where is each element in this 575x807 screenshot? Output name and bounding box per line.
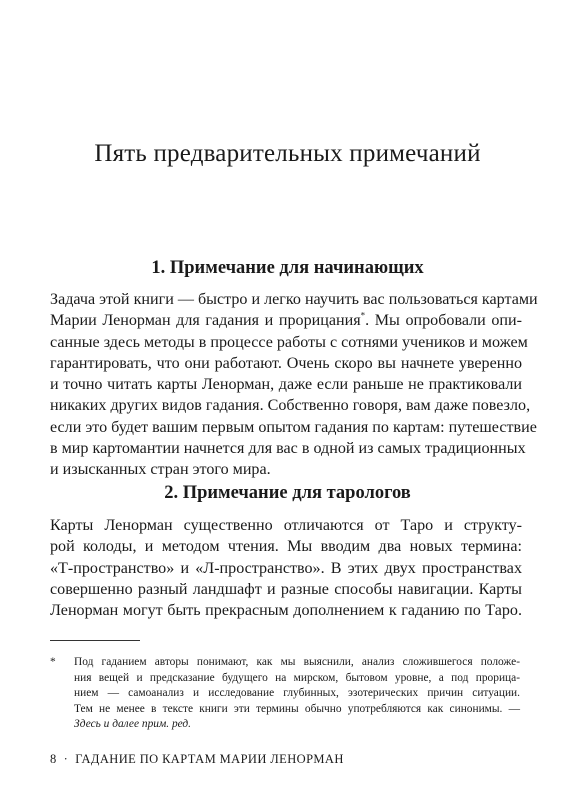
footnote: [50, 655, 520, 733]
footnote-divider: [50, 640, 140, 641]
footnote-line: ния вещей и предсказание будущего на мирском, бытовом уровне, а под прорица-: [74, 671, 520, 684]
text-line: Ленорман могут быть прекрасным дополнением к гаданию по Таро.: [50, 602, 522, 620]
text-line: Задача этой книги — быстро и легко научить вас пользоваться картами: [50, 291, 538, 308]
text-line: [50, 310, 522, 331]
footnote-line: нием — самоанализ и исследование глубинных, эзотерических причин ситуации.: [74, 687, 520, 699]
text-line: совершенно разный ландшафт и разные способы навигации. Карты: [50, 580, 522, 598]
section-heading-tarot: 2. Примечание для тарологов: [164, 483, 411, 503]
footnote-marker: *: [50, 656, 56, 668]
paragraph-beginners: [50, 289, 538, 481]
footnote-line: Под гаданием авторы понимают, как мы выяснили, анализ сложившегося положе-: [74, 656, 520, 668]
footnote-line: Тем не менее в тексте книги эти термины обычно употребляются как синонимы. —: [74, 702, 520, 715]
footer-separator: ·: [63, 752, 69, 766]
running-footer: [50, 752, 344, 767]
text-line: санные здесь методы в процессе работы с сотнями учеников и можем: [50, 333, 528, 351]
text-line: никаких других видов гадания. Собственно говоря, вам даже повезло,: [50, 397, 531, 415]
editor-note: Здесь и далее прим. ред.: [74, 718, 192, 730]
text-fragment: . Мы опробовали опи-: [365, 312, 522, 330]
text-line: в мир картомантии начнется для вас в одной из самых традиционных: [50, 440, 526, 458]
text-line: и изысканных стран этого мира.: [50, 461, 271, 479]
text-line: если это будет вашим первым опытом гадания по картам: путешествие: [50, 418, 537, 436]
paragraph-tarot: [50, 515, 522, 621]
running-title: ГАДАНИЕ ПО КАРТАМ МАРИИ ЛЕНОРМАН: [75, 752, 344, 766]
text-line: и точно читать карты Ленорман, даже если раньше не практиковали: [50, 376, 522, 394]
section-heading-beginners: 1. Примечание для начинающих: [151, 258, 424, 278]
text-fragment: Марии Ленорман для гадания и прорицания: [50, 312, 361, 330]
footnote-reference[interactable]: *: [360, 310, 366, 321]
text-line: гарантировать, что они работают. Очень скоро вы начнете уверенно: [50, 354, 522, 372]
text-line: «Т-пространство» и «Л-пространство». В этих двух пространствах: [50, 559, 522, 577]
chapter-title: Пять предварительных примечаний: [94, 140, 481, 167]
page-number: 8: [50, 752, 57, 766]
text-line: рой колоды, и методом чтения. Мы вводим два новых термина:: [50, 538, 522, 556]
footnote-body: [74, 655, 520, 733]
footnote-line-italic: [74, 717, 520, 733]
text-line: Карты Ленорман существенно отличаются от Таро и структу-: [50, 517, 522, 534]
